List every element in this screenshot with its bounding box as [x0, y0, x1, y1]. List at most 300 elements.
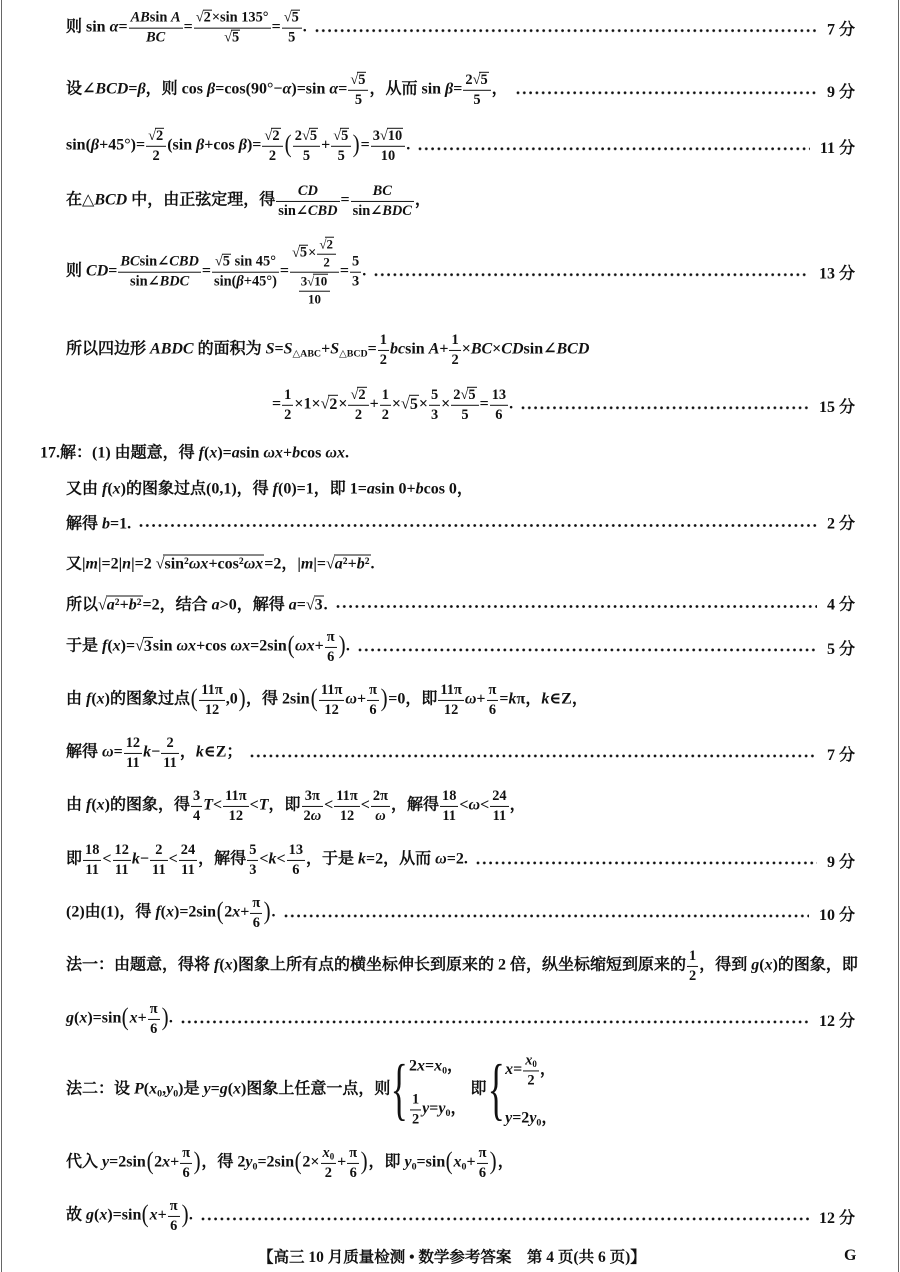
math-variable: α	[329, 80, 339, 98]
math-text: (0)=1，即 1=	[278, 480, 367, 498]
math-text: ，得 2	[201, 1153, 246, 1171]
math-variable: β	[445, 80, 454, 98]
subscript: 0	[532, 1059, 537, 1070]
math-text: 法一：由题意，得将	[66, 956, 215, 974]
math-variable: bc	[390, 340, 406, 358]
footer-title: 【高三 10 月质量检测 • 数学参考答案 第 4 页(共 6 页)】	[258, 1249, 646, 1266]
fraction	[250, 895, 262, 931]
math-text: ，	[509, 796, 526, 814]
fraction	[293, 128, 320, 164]
fraction-numerator	[148, 1001, 160, 1020]
math-variable: T	[203, 796, 213, 814]
math-variable: a	[288, 596, 297, 614]
math-text: =	[271, 18, 281, 36]
math-text: 11	[85, 861, 100, 878]
large-parenthesis: (	[141, 1200, 150, 1228]
math-text: |=√	[313, 555, 335, 573]
math-text: 6	[292, 861, 300, 878]
math-variable: CD	[86, 262, 109, 280]
math-text: 由	[66, 796, 87, 814]
fraction-numerator	[523, 1052, 539, 1071]
large-parenthesis: (	[121, 1003, 129, 1031]
math-text: 11	[181, 861, 195, 878]
math-text: ×sin 135°	[211, 9, 269, 26]
radicand	[291, 10, 300, 27]
math-text: ，	[539, 1061, 556, 1079]
math-text: ，解得	[390, 796, 439, 814]
math-text: 2	[155, 841, 163, 858]
line-content	[66, 786, 526, 826]
fraction-denominator	[287, 861, 305, 879]
math-text: 10	[387, 127, 403, 144]
math-variable: k	[358, 850, 367, 868]
problem-17-heading-line	[40, 438, 855, 465]
math-text: 11	[163, 754, 177, 771]
fraction-denominator	[113, 861, 131, 879]
math-variable: b	[415, 480, 424, 498]
math-variable: ωx	[188, 555, 209, 573]
math-text: <	[168, 850, 178, 868]
fraction-numerator	[282, 10, 302, 29]
subscript: 0	[157, 1088, 163, 1100]
fraction	[124, 735, 142, 771]
math-text: 12	[125, 734, 141, 751]
fraction-denominator	[150, 861, 168, 879]
large-parenthesis: )	[490, 1147, 498, 1175]
fraction-denominator	[449, 351, 460, 369]
math-text: 11	[492, 807, 507, 824]
math-text: =√	[296, 596, 315, 614]
math-text: 解得	[66, 515, 103, 533]
math-text: =	[210, 1080, 220, 1098]
math-text: π	[169, 1197, 178, 1214]
fraction-numerator	[334, 788, 359, 807]
fraction	[440, 788, 458, 824]
line-content	[66, 1143, 514, 1183]
math-text: 6	[252, 914, 260, 931]
math-variable: x	[416, 1057, 425, 1075]
math-variable: BC	[145, 29, 166, 46]
fraction-numerator	[348, 387, 368, 406]
math-text: (sin	[167, 136, 197, 154]
fraction-denominator	[282, 29, 302, 47]
math-variable: y	[505, 1109, 513, 1127]
score-label: 12 分	[818, 1012, 855, 1030]
line-content	[66, 1196, 193, 1236]
math-text: 6	[478, 1164, 487, 1181]
fraction-numerator	[347, 1145, 359, 1164]
fraction-denominator	[463, 91, 490, 109]
math-text: 即	[470, 1080, 487, 1098]
dot-leader	[250, 754, 817, 758]
radicand	[299, 245, 308, 262]
math-text: 2	[408, 1057, 417, 1075]
math-text: sin²	[164, 555, 189, 573]
dot-leader	[418, 147, 810, 151]
math-text: ，	[497, 1153, 514, 1171]
math-variable: x	[764, 956, 773, 974]
fraction	[321, 1145, 337, 1181]
math-text: <	[213, 796, 223, 814]
fraction-numerator	[212, 254, 279, 273]
math-text: 12	[339, 807, 355, 824]
fraction	[351, 183, 414, 219]
line-content	[66, 999, 173, 1039]
math-text: )是	[178, 1080, 204, 1098]
math-text: 3	[193, 787, 201, 804]
fraction-numerator	[687, 948, 698, 967]
fraction	[371, 128, 405, 164]
math-text: 18	[85, 841, 100, 858]
fraction	[179, 842, 197, 878]
math-text: 5	[222, 253, 230, 270]
fraction-numerator	[438, 682, 463, 701]
line-content	[66, 235, 366, 310]
math-text: =	[429, 1100, 439, 1118]
math-text: =0，即	[388, 690, 438, 708]
math-text: |=2|	[97, 555, 123, 573]
fraction	[247, 842, 258, 878]
math-variable: P	[134, 1080, 144, 1098]
large-parenthesis: )	[338, 631, 346, 659]
math-variable: y	[404, 1153, 412, 1171]
math-variable: x	[149, 1080, 158, 1098]
math-variable: x	[209, 444, 218, 462]
math-text: ×	[461, 340, 471, 358]
large-parenthesis: )	[161, 1003, 169, 1031]
math-text: .	[302, 18, 307, 36]
math-text: 在△	[66, 191, 95, 209]
fraction-numerator	[194, 10, 271, 29]
fraction-numerator	[293, 128, 320, 147]
math-text: 2√	[294, 127, 310, 144]
math-text: =	[340, 191, 350, 209]
score-label: 11 分	[819, 139, 855, 157]
solution-line	[66, 946, 870, 986]
math-text: ²+	[114, 596, 129, 614]
line-content	[66, 946, 858, 986]
fraction-denominator	[148, 1020, 160, 1038]
math-text: +	[282, 444, 293, 462]
fraction-numerator	[290, 237, 339, 273]
fraction-numerator	[199, 682, 224, 701]
math-text: ，	[541, 1109, 558, 1127]
line-content	[66, 893, 276, 933]
math-variable: y	[529, 1109, 537, 1127]
math-variable: β	[207, 80, 216, 98]
math-text: 11π	[336, 787, 358, 804]
math-variable: ω	[310, 807, 322, 824]
radicand	[314, 596, 324, 615]
fraction-numerator	[299, 274, 331, 292]
fraction-denominator	[317, 255, 336, 271]
fraction	[380, 387, 391, 423]
math-text: ，	[491, 80, 508, 98]
fraction-numerator	[331, 128, 351, 147]
math-variable: BCD	[95, 80, 129, 98]
fraction	[331, 128, 351, 164]
dot-leader	[315, 29, 817, 33]
math-text: )的图象过点	[104, 690, 191, 708]
subscript: △BCD	[339, 348, 368, 360]
math-variable: x	[165, 903, 174, 921]
fraction-numerator	[490, 387, 508, 406]
radicand	[309, 128, 318, 145]
fraction-denominator	[212, 273, 279, 291]
math-text: (	[204, 444, 210, 462]
math-text: 10	[307, 291, 321, 307]
fraction	[148, 1001, 160, 1037]
score-label: 4 分	[826, 596, 855, 614]
math-variable: x	[149, 1206, 158, 1224]
math-variable: β	[238, 136, 247, 154]
math-text: =2.	[446, 850, 468, 868]
math-text: 1	[284, 386, 292, 403]
fraction-denominator	[262, 147, 282, 165]
fraction-numerator	[410, 1091, 421, 1110]
math-text: ×	[308, 244, 317, 261]
math-text: 12	[324, 701, 339, 718]
math-text: 2√	[465, 71, 481, 88]
math-text: ，即	[268, 796, 301, 814]
math-text: (	[91, 690, 97, 708]
math-text: +	[466, 1153, 476, 1171]
fraction	[348, 387, 368, 423]
large-parenthesis: (	[146, 1147, 154, 1175]
math-text: 11π	[440, 681, 462, 698]
math-text: ×√	[391, 395, 410, 413]
math-variable: ωx	[295, 637, 315, 655]
math-text: =	[274, 340, 284, 358]
math-variable: k	[143, 743, 152, 761]
math-text: .	[509, 395, 514, 413]
math-variable: S	[265, 340, 275, 358]
math-text: .	[370, 555, 375, 573]
fraction-numerator	[487, 682, 499, 701]
line-content	[66, 549, 375, 576]
math-text: 13	[491, 386, 507, 403]
fraction-denominator	[194, 29, 271, 47]
math-text: ²	[136, 596, 142, 614]
radicand	[325, 237, 333, 252]
math-text: )的图象过点(0,1)，得	[120, 480, 273, 498]
math-variable: ω	[375, 807, 386, 824]
score-label: 2 分	[826, 515, 855, 533]
math-text: (	[219, 956, 225, 974]
math-text: 6	[327, 648, 335, 665]
math-text: ,0	[225, 690, 238, 708]
line-content	[40, 438, 349, 465]
math-text: 11π	[225, 787, 247, 804]
large-parenthesis: (	[190, 684, 198, 712]
fraction	[451, 387, 478, 423]
math-text: √	[333, 127, 342, 144]
math-text: 2×	[302, 1153, 320, 1171]
math-variable: α	[282, 80, 292, 98]
math-text: .	[188, 1206, 193, 1224]
subscript: 0	[411, 1161, 417, 1173]
math-text: ，则 cos	[145, 80, 207, 98]
fraction-numerator	[317, 237, 336, 255]
math-variable: x	[505, 1061, 514, 1079]
math-text: sin(	[66, 136, 91, 154]
line-content	[66, 474, 473, 501]
solution-line	[66, 1196, 855, 1236]
math-variable: x	[79, 1009, 88, 1027]
math-variable: x	[453, 1153, 462, 1171]
math-text: π	[182, 1144, 191, 1161]
fraction-numerator	[380, 387, 391, 406]
fraction	[287, 842, 305, 878]
math-text: (	[94, 1206, 100, 1224]
system-row	[409, 1091, 467, 1127]
math-variable: S	[330, 340, 340, 358]
radicand	[163, 555, 264, 574]
fraction-denominator	[429, 406, 440, 424]
solution-line	[66, 181, 855, 221]
radicand	[387, 128, 403, 145]
math-text: =	[513, 1061, 523, 1079]
math-variable: ωx	[325, 444, 345, 462]
fraction-numerator	[113, 842, 131, 861]
fraction	[371, 788, 390, 824]
fraction-numerator	[490, 788, 508, 807]
math-text: ∈Z，	[549, 690, 588, 708]
math-text: π	[349, 1144, 358, 1161]
math-text: =	[499, 690, 509, 708]
fraction-denominator	[350, 273, 361, 291]
math-variable: A	[428, 340, 440, 358]
math-variable: ω	[435, 850, 447, 868]
fraction-numerator	[118, 254, 200, 273]
fraction-denominator	[687, 967, 698, 985]
math-text: ∈Z；	[203, 743, 243, 761]
fraction	[463, 72, 490, 108]
score-label: 15 分	[818, 398, 855, 416]
math-text: 2	[224, 903, 233, 921]
fraction-numerator	[168, 1198, 180, 1217]
math-variable: f	[86, 690, 92, 708]
math-text: (	[91, 796, 97, 814]
math-variable: x	[525, 1052, 533, 1069]
math-text: 2	[268, 147, 277, 164]
math-text: 2	[381, 406, 389, 423]
math-variable: x	[129, 1009, 138, 1027]
fraction-numerator	[351, 183, 414, 202]
math-text: .	[323, 596, 328, 614]
subscript: 0	[252, 1161, 258, 1173]
math-variable: BC	[372, 182, 392, 199]
math-text: .	[271, 903, 276, 921]
fraction	[180, 1145, 192, 1181]
fraction	[161, 735, 179, 771]
math-text: <	[459, 796, 469, 814]
math-text: =	[183, 18, 193, 36]
math-text: 2	[152, 147, 160, 164]
math-text: +	[157, 1206, 167, 1224]
math-text: π	[478, 1144, 487, 1161]
math-text: ，	[447, 1057, 464, 1075]
math-variable: x	[112, 480, 121, 498]
subscript: △ABC	[292, 348, 322, 360]
math-text: −	[151, 743, 161, 761]
line-content	[66, 680, 588, 720]
large-parenthesis: )	[263, 897, 271, 925]
math-variable: x	[112, 637, 121, 655]
math-variable: BC	[470, 340, 493, 358]
math-variable: m	[300, 555, 314, 573]
math-text: =cos(90°−	[215, 80, 283, 98]
math-text: ，解得	[198, 850, 247, 868]
score-label: 9 分	[826, 853, 855, 871]
math-text: 2	[303, 807, 311, 824]
math-text: +	[337, 1153, 347, 1171]
line-content	[66, 627, 350, 667]
fraction-numerator	[124, 735, 142, 754]
fraction	[146, 128, 166, 164]
fraction-denominator	[146, 147, 166, 165]
large-parenthesis: (	[287, 631, 295, 659]
math-text: <	[276, 850, 286, 868]
math-variable: CBD	[307, 202, 338, 219]
math-text: (	[143, 1080, 150, 1098]
math-text: 3√	[300, 273, 315, 289]
math-text: =	[279, 262, 290, 280]
math-variable: a	[106, 596, 115, 614]
math-variable: a	[334, 555, 343, 573]
math-text: √	[148, 127, 156, 144]
math-text: 5	[461, 406, 469, 423]
fraction-numerator	[161, 735, 179, 754]
math-text: (	[107, 480, 113, 498]
math-text: 6	[495, 406, 503, 423]
math-variable: α	[109, 18, 119, 36]
math-variable: b	[292, 444, 301, 462]
math-variable: y	[102, 1153, 110, 1171]
line-content	[66, 590, 328, 617]
math-text: 6	[182, 1164, 190, 1181]
math-text: 1	[451, 331, 459, 348]
math-text: 于是	[66, 637, 103, 655]
math-text: +	[476, 690, 486, 708]
math-text: sin∠	[352, 202, 383, 219]
math-text: 5	[291, 9, 299, 26]
math-text: ²+	[342, 555, 357, 573]
math-text: sin∠	[139, 253, 170, 270]
math-text: 6	[150, 1020, 158, 1037]
fraction-numerator	[276, 183, 339, 202]
solution-line	[66, 8, 855, 49]
solution-line	[66, 733, 855, 773]
fraction-denominator	[378, 351, 389, 369]
solution-line	[66, 1050, 855, 1129]
math-variable: BCD	[94, 191, 128, 209]
fraction-denominator	[331, 147, 351, 165]
fraction	[523, 1052, 539, 1088]
fraction-denominator	[348, 91, 368, 109]
fraction-denominator	[367, 701, 379, 719]
subscript: 0	[445, 1108, 451, 1120]
math-text: 2	[358, 386, 366, 403]
math-text: 5	[352, 253, 360, 270]
math-variable: A	[170, 9, 181, 26]
math-text: sin	[405, 340, 429, 358]
subscript: 0	[442, 1065, 448, 1077]
math-variable: m	[85, 555, 98, 573]
fraction-denominator	[490, 807, 508, 825]
fraction-denominator	[371, 807, 390, 825]
dot-leader	[516, 91, 817, 95]
